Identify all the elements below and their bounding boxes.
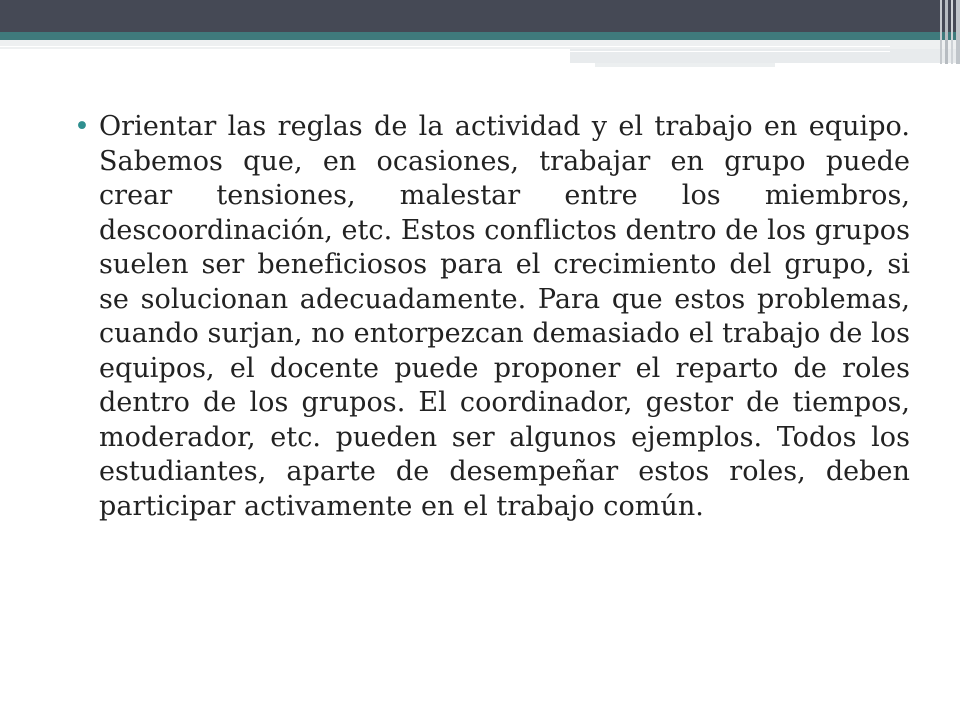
stripe [951,0,953,64]
header-light-band [0,40,960,49]
stripe [945,0,948,64]
stripe [956,0,960,64]
header-light-strip [595,63,775,67]
bullet-dot-icon: • [74,111,90,142]
header-dark-band [0,0,960,32]
bullet-list-item [74,110,910,524]
slide-body [74,110,910,524]
header-teal-band [0,32,960,40]
header-vertical-stripes [932,0,960,64]
header-tab-line [570,51,890,52]
stripe [940,0,942,64]
bullet-text: Orientar las reglas de la actividad y el trabajo en equipo. Sabemos que, en ocasiones, trabajar en grupo puede crear tensiones, malestar entre los miembros, descoordinación, etc. Estos conflictos dentro de los grupos suelen ser beneficiosos para el crecimiento del grupo, si se solucionan adecuadamente. Para que estos problemas, cuando surjan, no entorpezcan demasiado el trabajo de los equipos, el docente puede proponer el reparto de roles dentro de los grupos. El coordinador, gestor de tiempos, moderador, etc. pueden ser algunos ejemplos. Todos los estudiantes, aparte de desempeñar estos roles, deben participar activamente en el trabajo común. [99,111,910,522]
header-divider-line [0,46,890,47]
